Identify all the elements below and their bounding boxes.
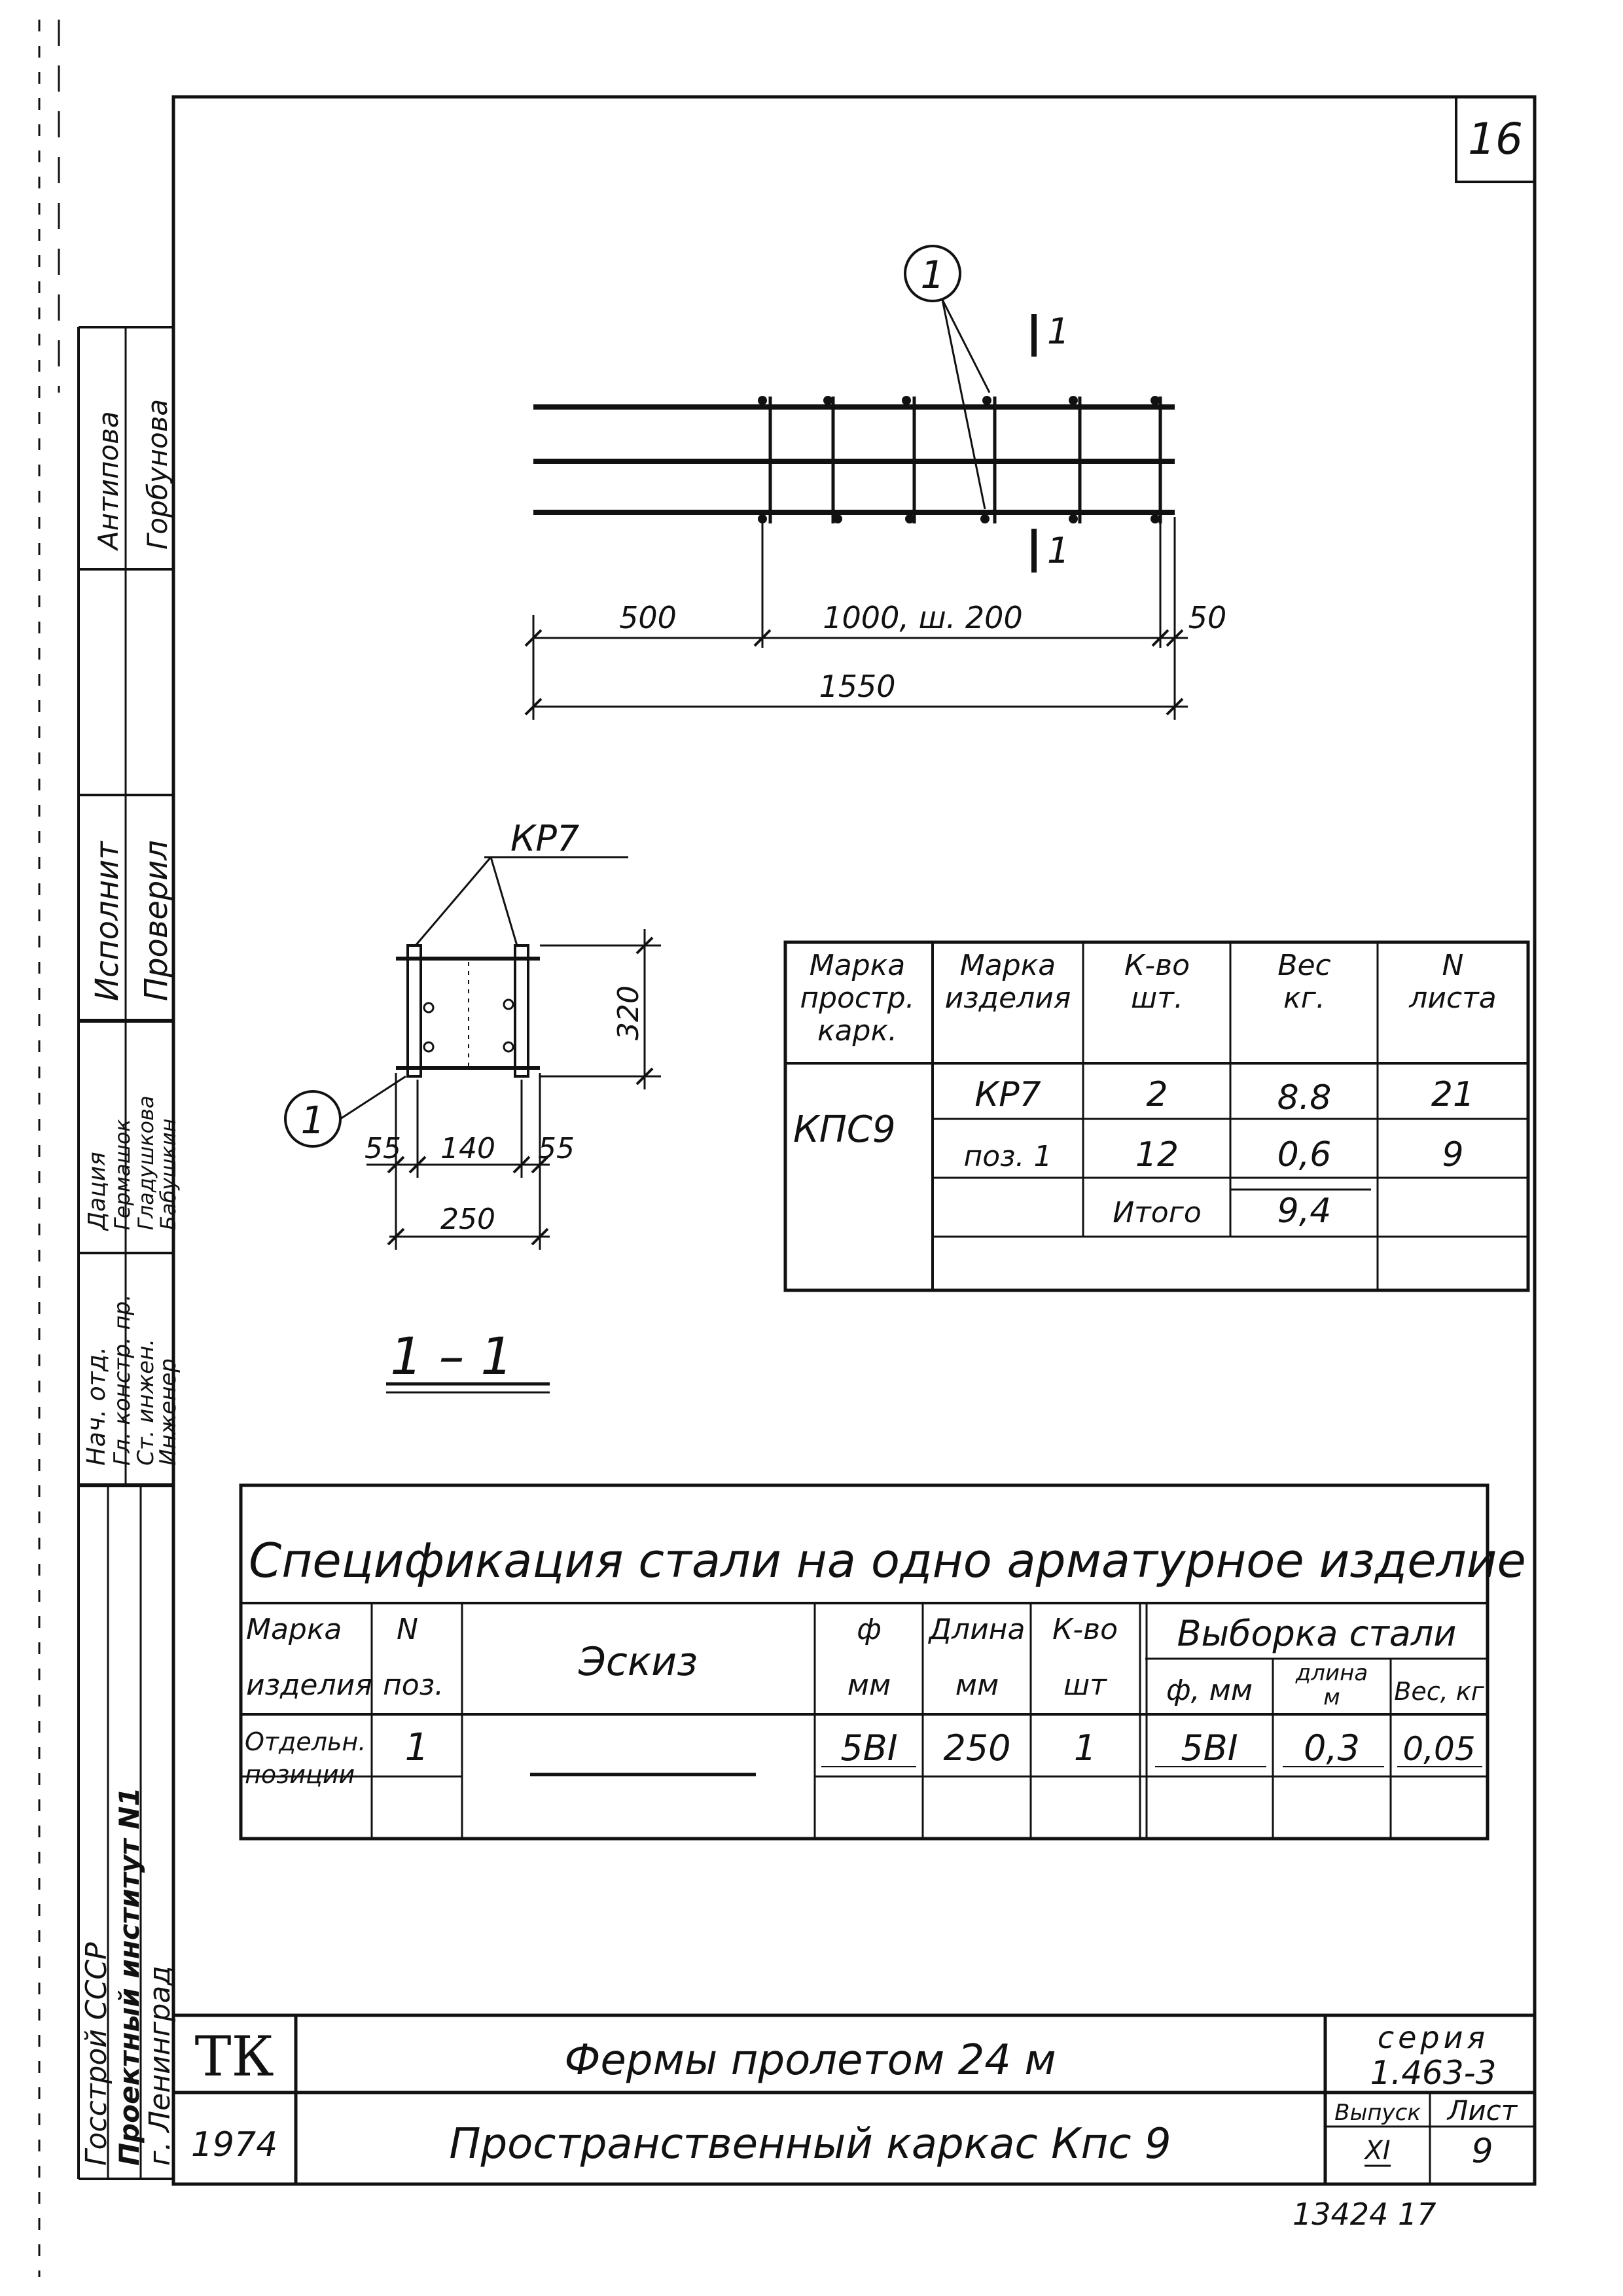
spec-r-sel-length: 0,3 (1304, 1727, 1360, 1769)
spec-h-pos-2: поз. (383, 1669, 444, 1702)
spec-title: Спецификация стали на одно арматурное изделие (249, 1533, 1526, 1588)
left-stamp (79, 327, 181, 2179)
mt-h3-l2: шт. (1131, 981, 1183, 1015)
stamp-col2-4 (156, 1118, 181, 1230)
spec-h-qty-1: К-во (1052, 1613, 1118, 1646)
mt-h5-l2: листа (1409, 981, 1497, 1015)
spec-h-length-1: Длина (929, 1613, 1026, 1646)
dim-plan-mid: 1000, ш. 200 (823, 600, 1023, 635)
spec-r-mark-2: позиции (245, 1760, 355, 1789)
spec-h-pos-1: N (397, 1613, 418, 1646)
svg-text:Инженер: Инженер (155, 1358, 181, 1466)
dim-section-mid: 140 (440, 1132, 495, 1165)
mt-total-label: Итого (1113, 1196, 1202, 1229)
svg-text:Дация: Дация (84, 1152, 111, 1230)
stamp-col2-2 (110, 1119, 135, 1230)
mark-table (785, 942, 1528, 1290)
svg-text:Нач. отд.: Нач. отд. (82, 1346, 111, 1466)
stamp-institute-2 (113, 1787, 145, 2166)
tb-series: 1.463-3 (1370, 2054, 1497, 2092)
dim-plan-right: 50 (1188, 600, 1227, 635)
kr7-label: КР7 (510, 818, 580, 859)
plan-callout: 1 (920, 253, 945, 297)
frame-mark: КПС9 (793, 1108, 896, 1151)
stamp-checker (138, 840, 175, 1001)
spec-h-sel-weight: Вес, кг (1394, 1677, 1484, 1706)
mt-r2-qty: 12 (1135, 1135, 1179, 1174)
dim-plan-total: 1550 (819, 669, 896, 704)
svg-text:Горбунова: Горбунова (141, 398, 173, 550)
tb-series-label: серия (1377, 2020, 1489, 2055)
stamp-role-4 (155, 1358, 181, 1466)
svg-text:Госстрой СССР: Госстрой СССР (80, 1942, 113, 2166)
stamp-name-2 (141, 399, 173, 550)
stamp-institute-1 (80, 1942, 113, 2166)
section-callout: 1 (300, 1098, 325, 1142)
section-mark-bottom: 1 (1047, 530, 1070, 571)
mt-r2-item: поз. 1 (963, 1140, 1052, 1173)
svg-text:Проверил: Проверил (138, 839, 175, 1001)
svg-text:Гл. констр. пр.: Гл. констр. пр. (109, 1294, 135, 1466)
mt-r1-qty: 2 (1146, 1075, 1168, 1114)
mt-h3-l1: К-во (1124, 949, 1190, 982)
section-title: 1 – 1 (390, 1328, 513, 1386)
svg-text:Бабушкин: Бабушкин (156, 1118, 181, 1230)
spec-h-mark-1: Марка (246, 1613, 342, 1646)
stamp-role-2 (109, 1294, 135, 1466)
stamp-col2-1 (84, 1152, 111, 1231)
dim-section-left: 55 (365, 1132, 401, 1165)
spec-h-diam-1: ф (857, 1613, 882, 1646)
tb-title-2: Пространственный каркас Кпс 9 (449, 2120, 1171, 2168)
mt-h4-l1: Вес (1277, 949, 1331, 982)
stamp-name-1 (92, 411, 124, 552)
tb-issue-label: Выпуск (1334, 2100, 1421, 2126)
spec-h-mark-2: изделия (246, 1669, 372, 1702)
mt-h4-l2: кг. (1283, 981, 1325, 1015)
plan-view (526, 246, 1226, 720)
mt-r1-weight: 8.8 (1277, 1078, 1332, 1118)
dim-plan-left: 500 (619, 600, 677, 635)
spec-r-qty: 1 (1073, 1727, 1097, 1769)
spec-r-mark-1: Отдельн. (245, 1727, 366, 1756)
spec-table (241, 1485, 1526, 1839)
spec-h-length-2: мм (955, 1669, 999, 1702)
mt-r1-item: КР7 (974, 1075, 1041, 1114)
spec-h-sel-diam: ф, мм (1166, 1674, 1253, 1707)
stamp-institute-3 (143, 1966, 177, 2166)
spec-h-sel-length-1: длина (1295, 1660, 1368, 1686)
tb-title-1: Фермы пролетом 24 м (564, 2036, 1056, 2085)
title-block (173, 2015, 1535, 2184)
sheet-number: 16 (1468, 114, 1523, 164)
svg-text:Гладушкова: Гладушкова (134, 1095, 158, 1230)
mt-h2-l1: Марка (959, 949, 1056, 982)
mt-r2-sheet: 9 (1442, 1135, 1464, 1174)
svg-text:Гермашок: Гермашок (110, 1119, 135, 1230)
mt-r1-sheet: 21 (1431, 1075, 1475, 1114)
stamp-executor (89, 840, 126, 1001)
stamp-col2-3 (134, 1095, 158, 1230)
mt-h1-l2: простр. (800, 981, 915, 1015)
spec-h-sel-length-2: м (1323, 1684, 1340, 1710)
dim-section-right: 55 (538, 1132, 575, 1165)
section-mark-top: 1 (1047, 311, 1070, 352)
mt-total-weight: 9,4 (1277, 1192, 1332, 1231)
spec-r-sel-weight: 0,05 (1402, 1730, 1476, 1768)
svg-text:Исполнит: Исполнит (89, 841, 126, 1001)
mt-h1-l3: карк. (817, 1014, 898, 1048)
spec-h-diam-2: мм (847, 1669, 891, 1702)
stamp-role-1 (82, 1347, 111, 1466)
mt-r2-weight: 0,6 (1277, 1135, 1332, 1174)
tb-sheet: 9 (1471, 2132, 1493, 2171)
spec-h-qty-2: шт (1063, 1669, 1107, 1702)
svg-text:г. Ленинград: г. Ленинград (143, 1966, 177, 2166)
mt-h1-l1: Марка (809, 949, 906, 982)
tb-sheet-label: Лист (1447, 2094, 1518, 2127)
tb-issue: XI (1364, 2136, 1391, 2166)
dim-section-height: 320 (612, 985, 645, 1040)
spec-h-selection: Выборка стали (1177, 1613, 1457, 1654)
svg-text:Проектный институт N1: Проектный институт N1 (113, 1787, 145, 2166)
footer-note: 13424 17 (1293, 2197, 1436, 2232)
spec-r-pos: 1 (404, 1725, 429, 1769)
spec-r-length: 250 (943, 1727, 1011, 1769)
section-view (285, 818, 661, 1392)
tb-year: 1974 (190, 2125, 278, 2164)
dim-section-total: 250 (440, 1203, 495, 1236)
mt-h5-l1: N (1442, 949, 1464, 982)
tb-code: ТК (194, 2024, 274, 2089)
svg-text:Антипова: Антипова (92, 411, 124, 550)
spec-r-sel-diam: 5ВI (1181, 1727, 1238, 1769)
spec-r-diam: 5ВI (840, 1727, 898, 1769)
svg-text:Ст. инжен.: Ст. инжен. (133, 1338, 159, 1466)
mt-h2-l2: изделия (944, 981, 1071, 1015)
spec-h-sketch: Эскиз (578, 1639, 698, 1685)
